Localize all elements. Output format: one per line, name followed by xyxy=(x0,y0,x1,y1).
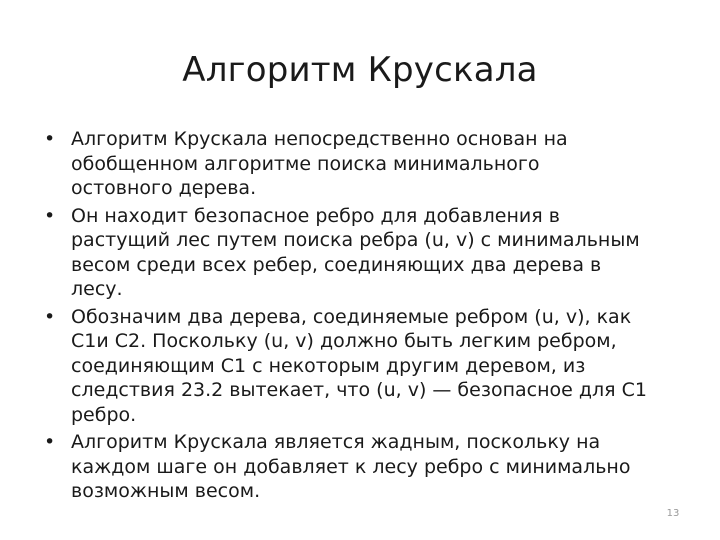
bullet-text xyxy=(71,204,704,302)
bullet-line: обобщенном алгоритме поиска минимального xyxy=(71,152,540,175)
bullet-line: следствия 23.2 вытекает, что (u, v) — безопасное для C1 xyxy=(71,379,647,401)
bullet-line: ребро. xyxy=(71,403,137,426)
bullet-list xyxy=(44,127,704,507)
bullet-line: весом среди всех ребер, соединяющих два дерева в xyxy=(71,253,602,276)
bullet-line: возможным весом. xyxy=(71,480,261,502)
bullet-line: C1и С2. Поскольку (u, v) должно быть легким ребром, xyxy=(71,330,617,352)
bullet-line: остовного дерева. xyxy=(71,177,257,199)
bullet-line: каждом шаге он добавляет к лесу ребро с минимально xyxy=(71,455,631,478)
page-number: 13 xyxy=(666,508,680,519)
bullet-line: Обозначим два дерева, соединяемые ребром (u, v), как xyxy=(71,305,632,328)
bullet-text xyxy=(71,127,704,201)
bullet-item xyxy=(44,305,704,428)
bullet-line: Алгоритм Крускала является жадным, поскольку на xyxy=(71,431,601,453)
bullet-item xyxy=(44,430,704,504)
bullet-line: растущий лес путем поиска ребра (u, v) с минимальным xyxy=(71,229,640,251)
bullet-line: соединяющим C1 с некоторым другим деревом, из xyxy=(71,354,586,377)
slide-title: Алгоритм Крускала xyxy=(182,50,538,90)
bullet-item xyxy=(44,127,704,201)
bullet-line: Алгоритм Крускала непосредственно основан на xyxy=(71,128,568,150)
bullet-icon: • xyxy=(44,128,56,150)
bullet-text xyxy=(71,430,704,504)
bullet-line: лесу. xyxy=(71,278,123,300)
bullet-line: Он находит безопасное ребро для добавления в xyxy=(71,204,560,227)
bullet-icon: • xyxy=(44,204,56,227)
bullet-icon: • xyxy=(44,431,56,453)
bullet-item xyxy=(44,204,704,302)
bullet-icon: • xyxy=(44,305,56,328)
bullet-text xyxy=(71,305,704,428)
